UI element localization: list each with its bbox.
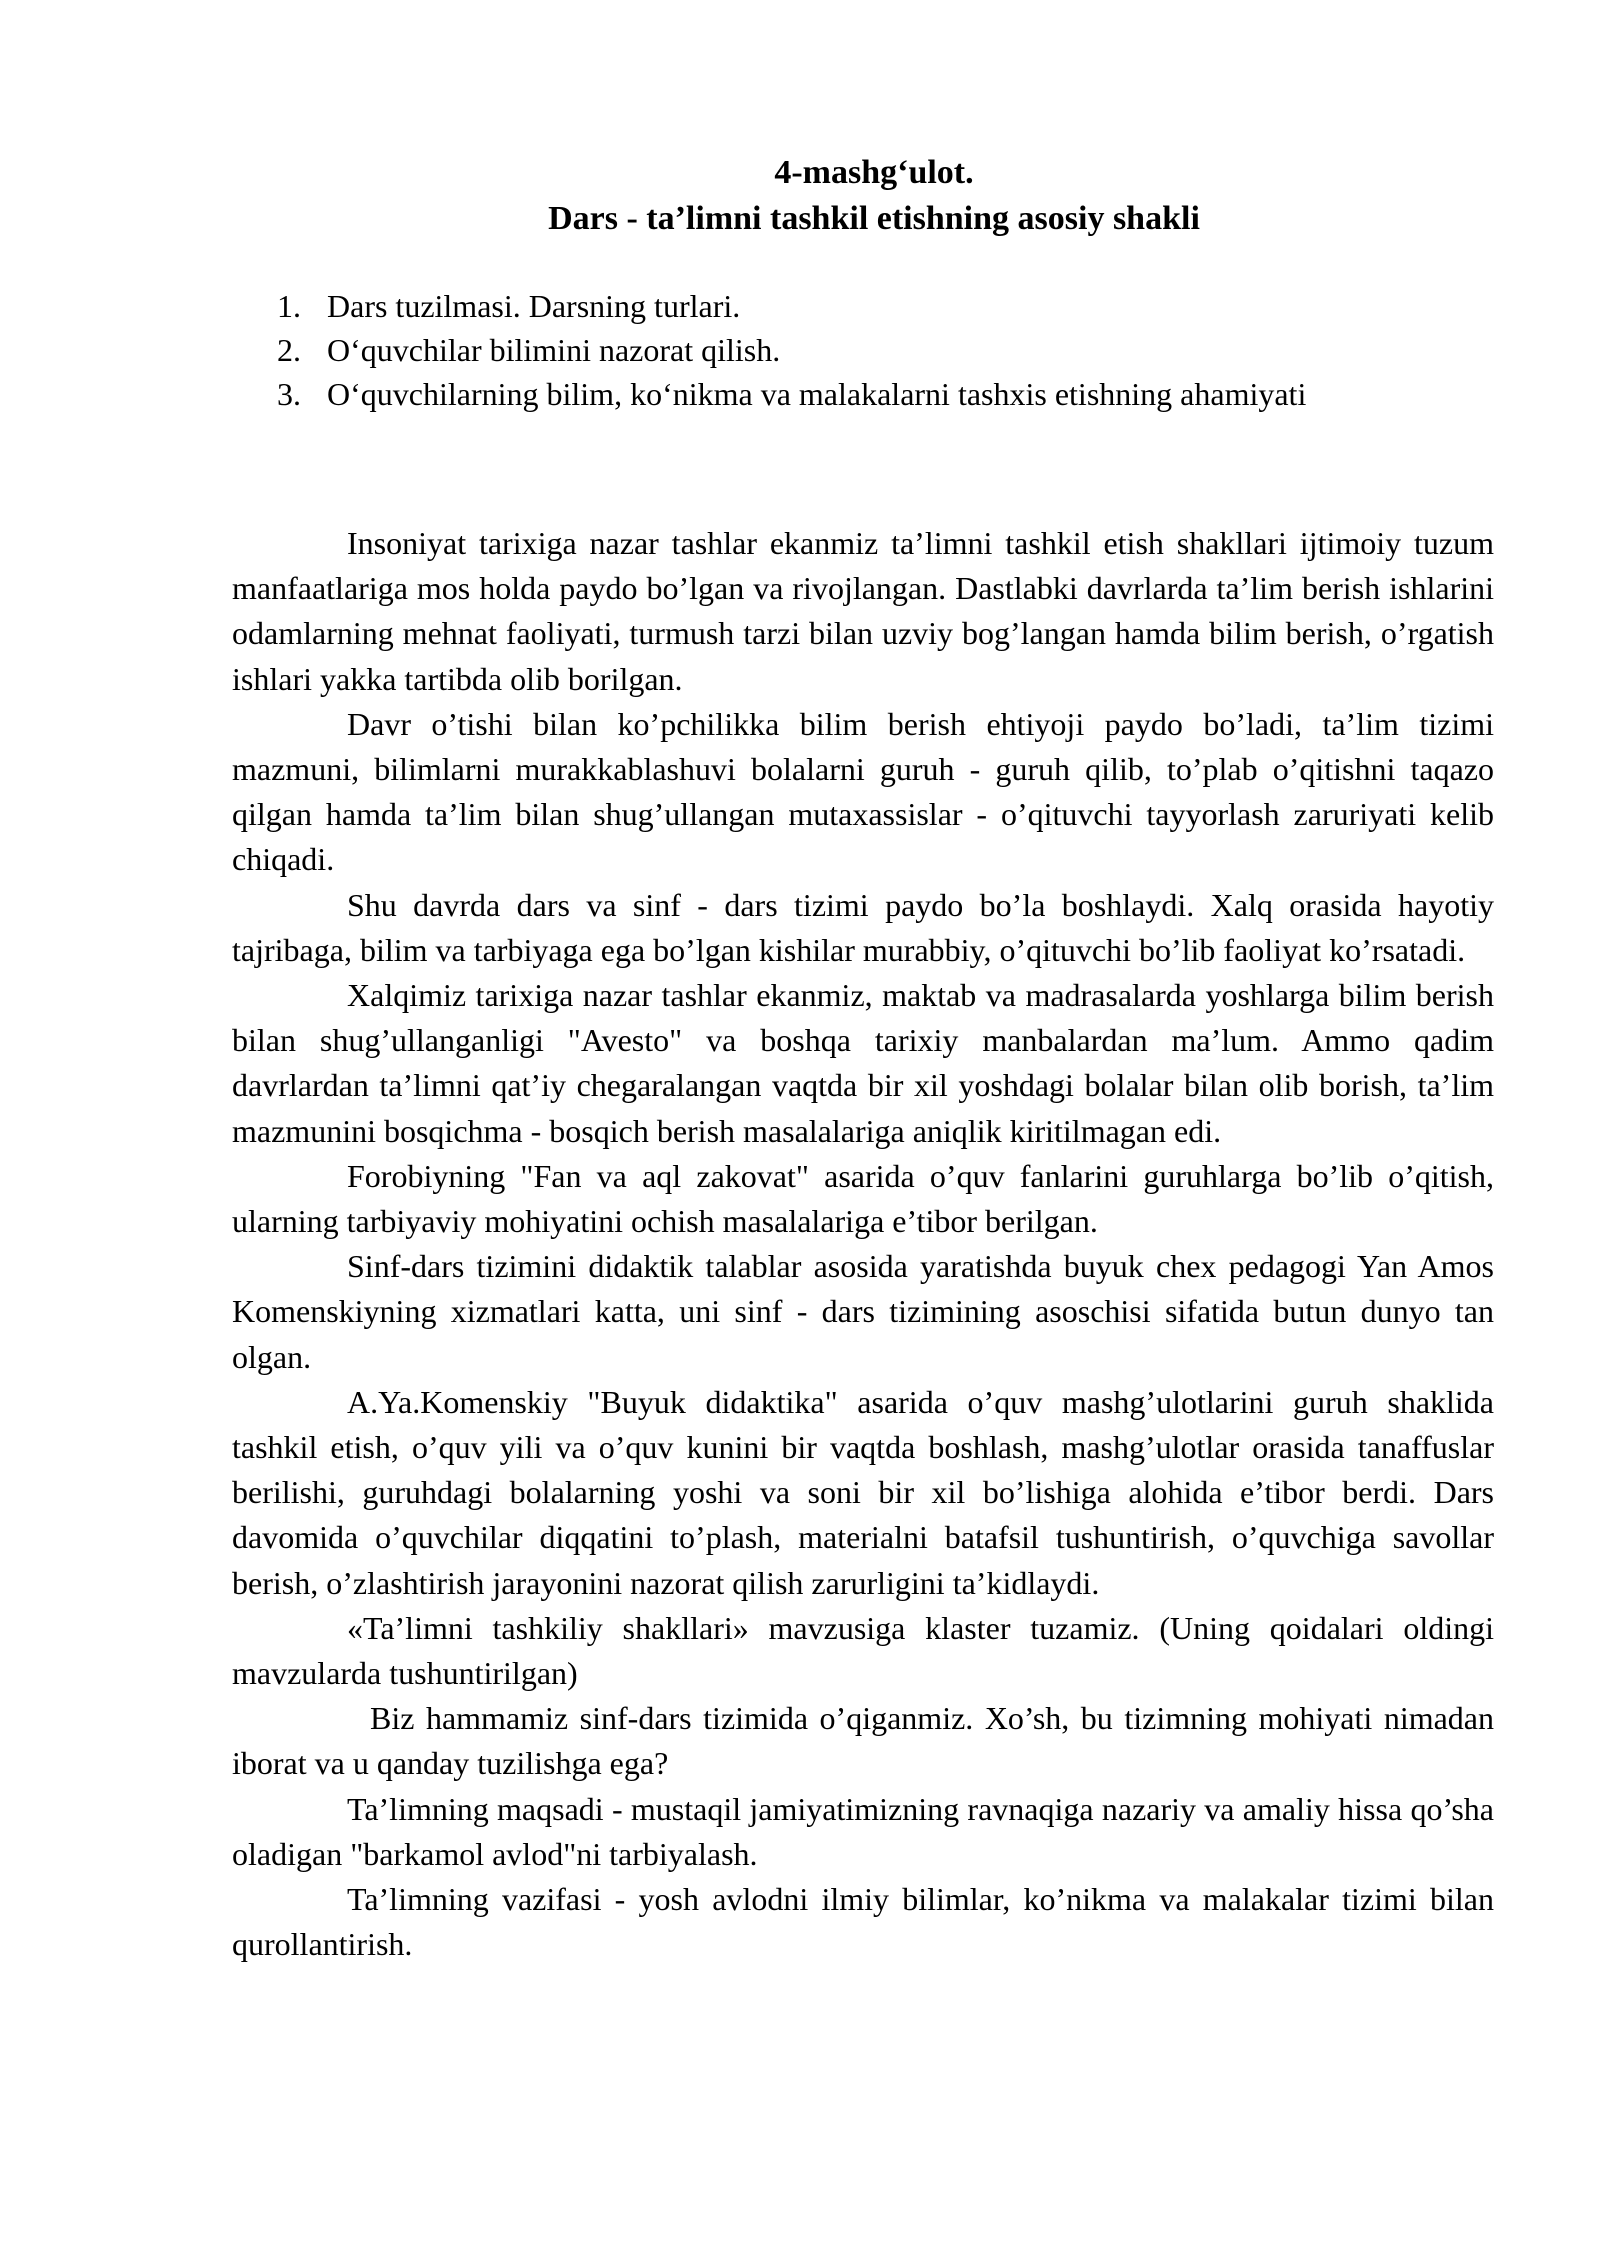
body-text: [232, 521, 1494, 1968]
outline-item-text: O‘quvchilar bilimini nazorat qilish.: [327, 332, 781, 368]
lesson-outline: [232, 284, 1494, 416]
paragraph: Davr o’tishi bilan ko’pchilikka bilim berish ehtiyoji paydo bo’ladi, ta’lim tizimi mazmuni, bilimlarni murakkablashuvi bolalarni guruh - guruh qilib, to’plab o’qitishni taqazo qilgan hamda ta’lim bilan shug’ullangan mutaxassislar - o’qituvchi tayyorlash zaruriyati kelib chiqadi.: [232, 705, 1494, 878]
outline-item-text: O‘quvchilarning bilim, ko‘nikma va malakalarni tashxis etishning ahamiyati: [327, 376, 1307, 412]
paragraph: A.Ya.Komenskiy "Buyuk didaktika" asarida o’quv mashg’ulotlarini guruh shaklida tashkil etish, o’quv yili va o’quv kunini bir vaqtda boshlash, mashg’ulotlar orasida tanaffuslar berilishi, guruhdagi bolalarning yoshi va soni bir xil bo’lishiga alohida e’tibor berdi. Dars davomida o’quvchilar diqqatini to’plash, materialni batafsil tushuntirish, o’quvchiga savollar berish, o’zlashtirish jarayonini nazorat qilish zarurligini ta’kidlaydi.: [232, 1383, 1494, 1601]
paragraph: Shu davrda dars va sinf - dars tizimi paydo bo’la boshlaydi. Xalq orasida hayotiy tajribaga, bilim va tarbiyaga ega bo’lgan kishilar murabbiy, o’qituvchi bo’lib faoliyat ko’rsatadi.: [232, 886, 1494, 968]
outline-item-number: 2.: [277, 332, 301, 368]
paragraph: «Ta’limni tashkiliy shakllari» mavzusiga klaster tuzamiz. (Uning qoidalari oldingi mavzularda tushuntirilgan): [232, 1609, 1494, 1692]
paragraph: Forobiyning "Fan va aql zakovat" asarida o’quv fanlarini guruhlarga bo’lib o’qitish, ularning tarbiyaviy mohiyatini ochish masalalariga e’tibor berilgan.: [232, 1157, 1494, 1240]
lesson-number: 4-mashg‘ulot.: [774, 154, 974, 191]
outline-item-text: Dars tuzilmasi. Darsning turlari.: [327, 288, 741, 324]
lesson-title: Dars - ta’limni tashkil etishning asosiy shakli: [548, 200, 1200, 237]
outline-item-number: 1.: [277, 288, 301, 324]
paragraph: Insoniyat tarixiga nazar tashlar ekanmiz ta’limni tashkil etish shakllari ijtimoiy tuzum manfaatlariga mos holda paydo bo’lgan va rivojlangan. Dastlabki davrlarda ta’lim berish ishlarini odamlarning mehnat faoliyati, turmush tarzi bilan uzviy bog’langan hamda bilim berish, o’rgatish ishlari yakka tartibda olib borilgan.: [232, 525, 1494, 697]
outline-item: [232, 328, 1494, 372]
paragraph: Sinf-dars tizimini didaktik talablar asosida yaratishda buyuk chex pedagogi Yan Amos Komenskiyning xizmatlari katta, uni sinf - dars tizimining asoschisi sifatida butun dunyo tan olgan.: [232, 1248, 1494, 1375]
paragraph: Ta’limning vazifasi - yosh avlodni ilmiy bilimlar, ko’nikma va malakalar tizimi bilan qurollantirish.: [232, 1881, 1494, 1963]
paragraph: Ta’limning maqsadi - mustaqil jamiyatimizning ravnaqiga nazariy va amaliy hissa qo’sha oladigan "barkamol avlod"ni tarbiyalash.: [232, 1790, 1494, 1872]
paragraph: Biz hammamiz sinf-dars tizimida o’qiganmiz. Xo’sh, bu tizimning mohiyati nimadan iborat va u qanday tuzilishga ega?: [232, 1700, 1494, 1782]
paragraph: Xalqimiz tarixiga nazar tashlar ekanmiz, maktab va madrasalarda yoshlarga bilim berish bilan shug’ullanganligi "Avesto" va boshqa tarixiy manbalardan ma’lum. Ammo qadim davrlardan ta’limni qat’iy chegaralangan vaqtda bir xil yoshdagi bolalar bilan olib borish, ta’lim mazmunini bosqichma - bosqich berish masalalariga aniqlik kiritilmagan edi.: [232, 977, 1494, 1149]
outline-item-number: 3.: [277, 376, 301, 412]
document-page: [232, 150, 1494, 1968]
outline-item: [232, 372, 1494, 416]
outline-item: [232, 284, 1494, 328]
